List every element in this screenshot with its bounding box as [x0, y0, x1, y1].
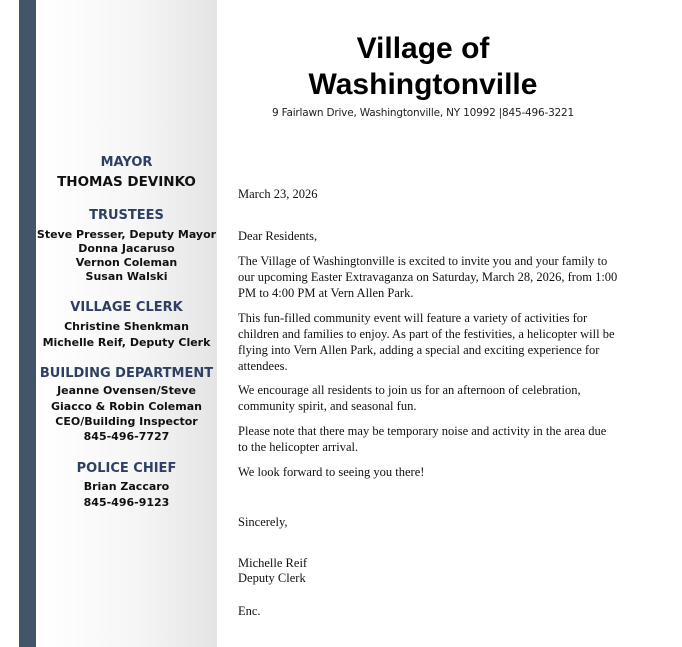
building-contact: Jeanne Ovensen/Steve	[57, 384, 196, 397]
trustees-heading: TRUSTEES	[89, 208, 164, 223]
accent-bar	[19, 0, 36, 647]
police-phone: 845-496-9123	[83, 496, 170, 509]
signer-title: Deputy Clerk	[238, 571, 306, 585]
clerk-name: Michelle Reif, Deputy Clerk	[42, 336, 211, 349]
letter-paragraph: This fun-filled community event will feature a variety of activities for children and families to enjoy. As part of the festivities, a helicopter will be flying into Vern Allen Park, adding a special and exciting experience for attendees.	[238, 311, 615, 373]
signer-name: Michelle Reif	[238, 556, 308, 570]
mayor-heading: MAYOR	[100, 155, 153, 170]
building-department-heading: BUILDING DEPARTMENT	[39, 366, 214, 381]
police-chief-name: Brian Zaccaro	[83, 480, 170, 493]
trustee-name: Susan Walski	[85, 270, 168, 283]
clerk-name: Christine Shenkman	[64, 320, 189, 333]
enclosure-note: Enc.	[238, 604, 261, 618]
trustee-name: Donna Jacaruso	[78, 242, 175, 255]
village-title-line1: Village of	[356, 32, 490, 65]
police-chief-heading: POLICE CHIEF	[76, 461, 177, 476]
letter-paragraph: We encourage all residents to join us for an afternoon of celebration, community spirit, and seasonal fun.	[238, 383, 581, 413]
building-phone: 845-496-7727	[83, 430, 170, 443]
letter-closing: Sincerely,	[238, 515, 288, 529]
letter-date: March 23, 2026	[238, 187, 318, 201]
village-clerk-heading: VILLAGE CLERK	[70, 300, 183, 315]
village-address: 9 Fairlawn Drive, Washingtonville, NY 10992 |845-496-3221	[271, 107, 575, 119]
letter-paragraph: The Village of Washingtonville is excited to invite you and your family to our upcoming Easter Extravaganza on Saturday, March 28, 2026, from 1:00 PM to 4:00 PM at Vern Allen Park.	[238, 254, 618, 300]
letter-paragraph: Please note that there may be temporary noise and activity in the area due to the helicopter arrival.	[238, 424, 607, 454]
building-contact: CEO/Building Inspector	[55, 415, 198, 428]
letter-paragraph: We look forward to seeing you there!	[238, 465, 425, 479]
building-contact: Giacco & Robin Coleman	[51, 400, 202, 413]
village-title-line2: Washingtonville	[308, 68, 538, 101]
letter-salutation: Dear Residents,	[238, 229, 318, 243]
sidebar-officials	[36, 0, 217, 647]
trustee-name: Steve Presser, Deputy Mayor	[36, 228, 217, 241]
mayor-name: THOMAS DEVINKO	[57, 174, 196, 190]
trustee-name: Vernon Coleman	[75, 256, 178, 269]
